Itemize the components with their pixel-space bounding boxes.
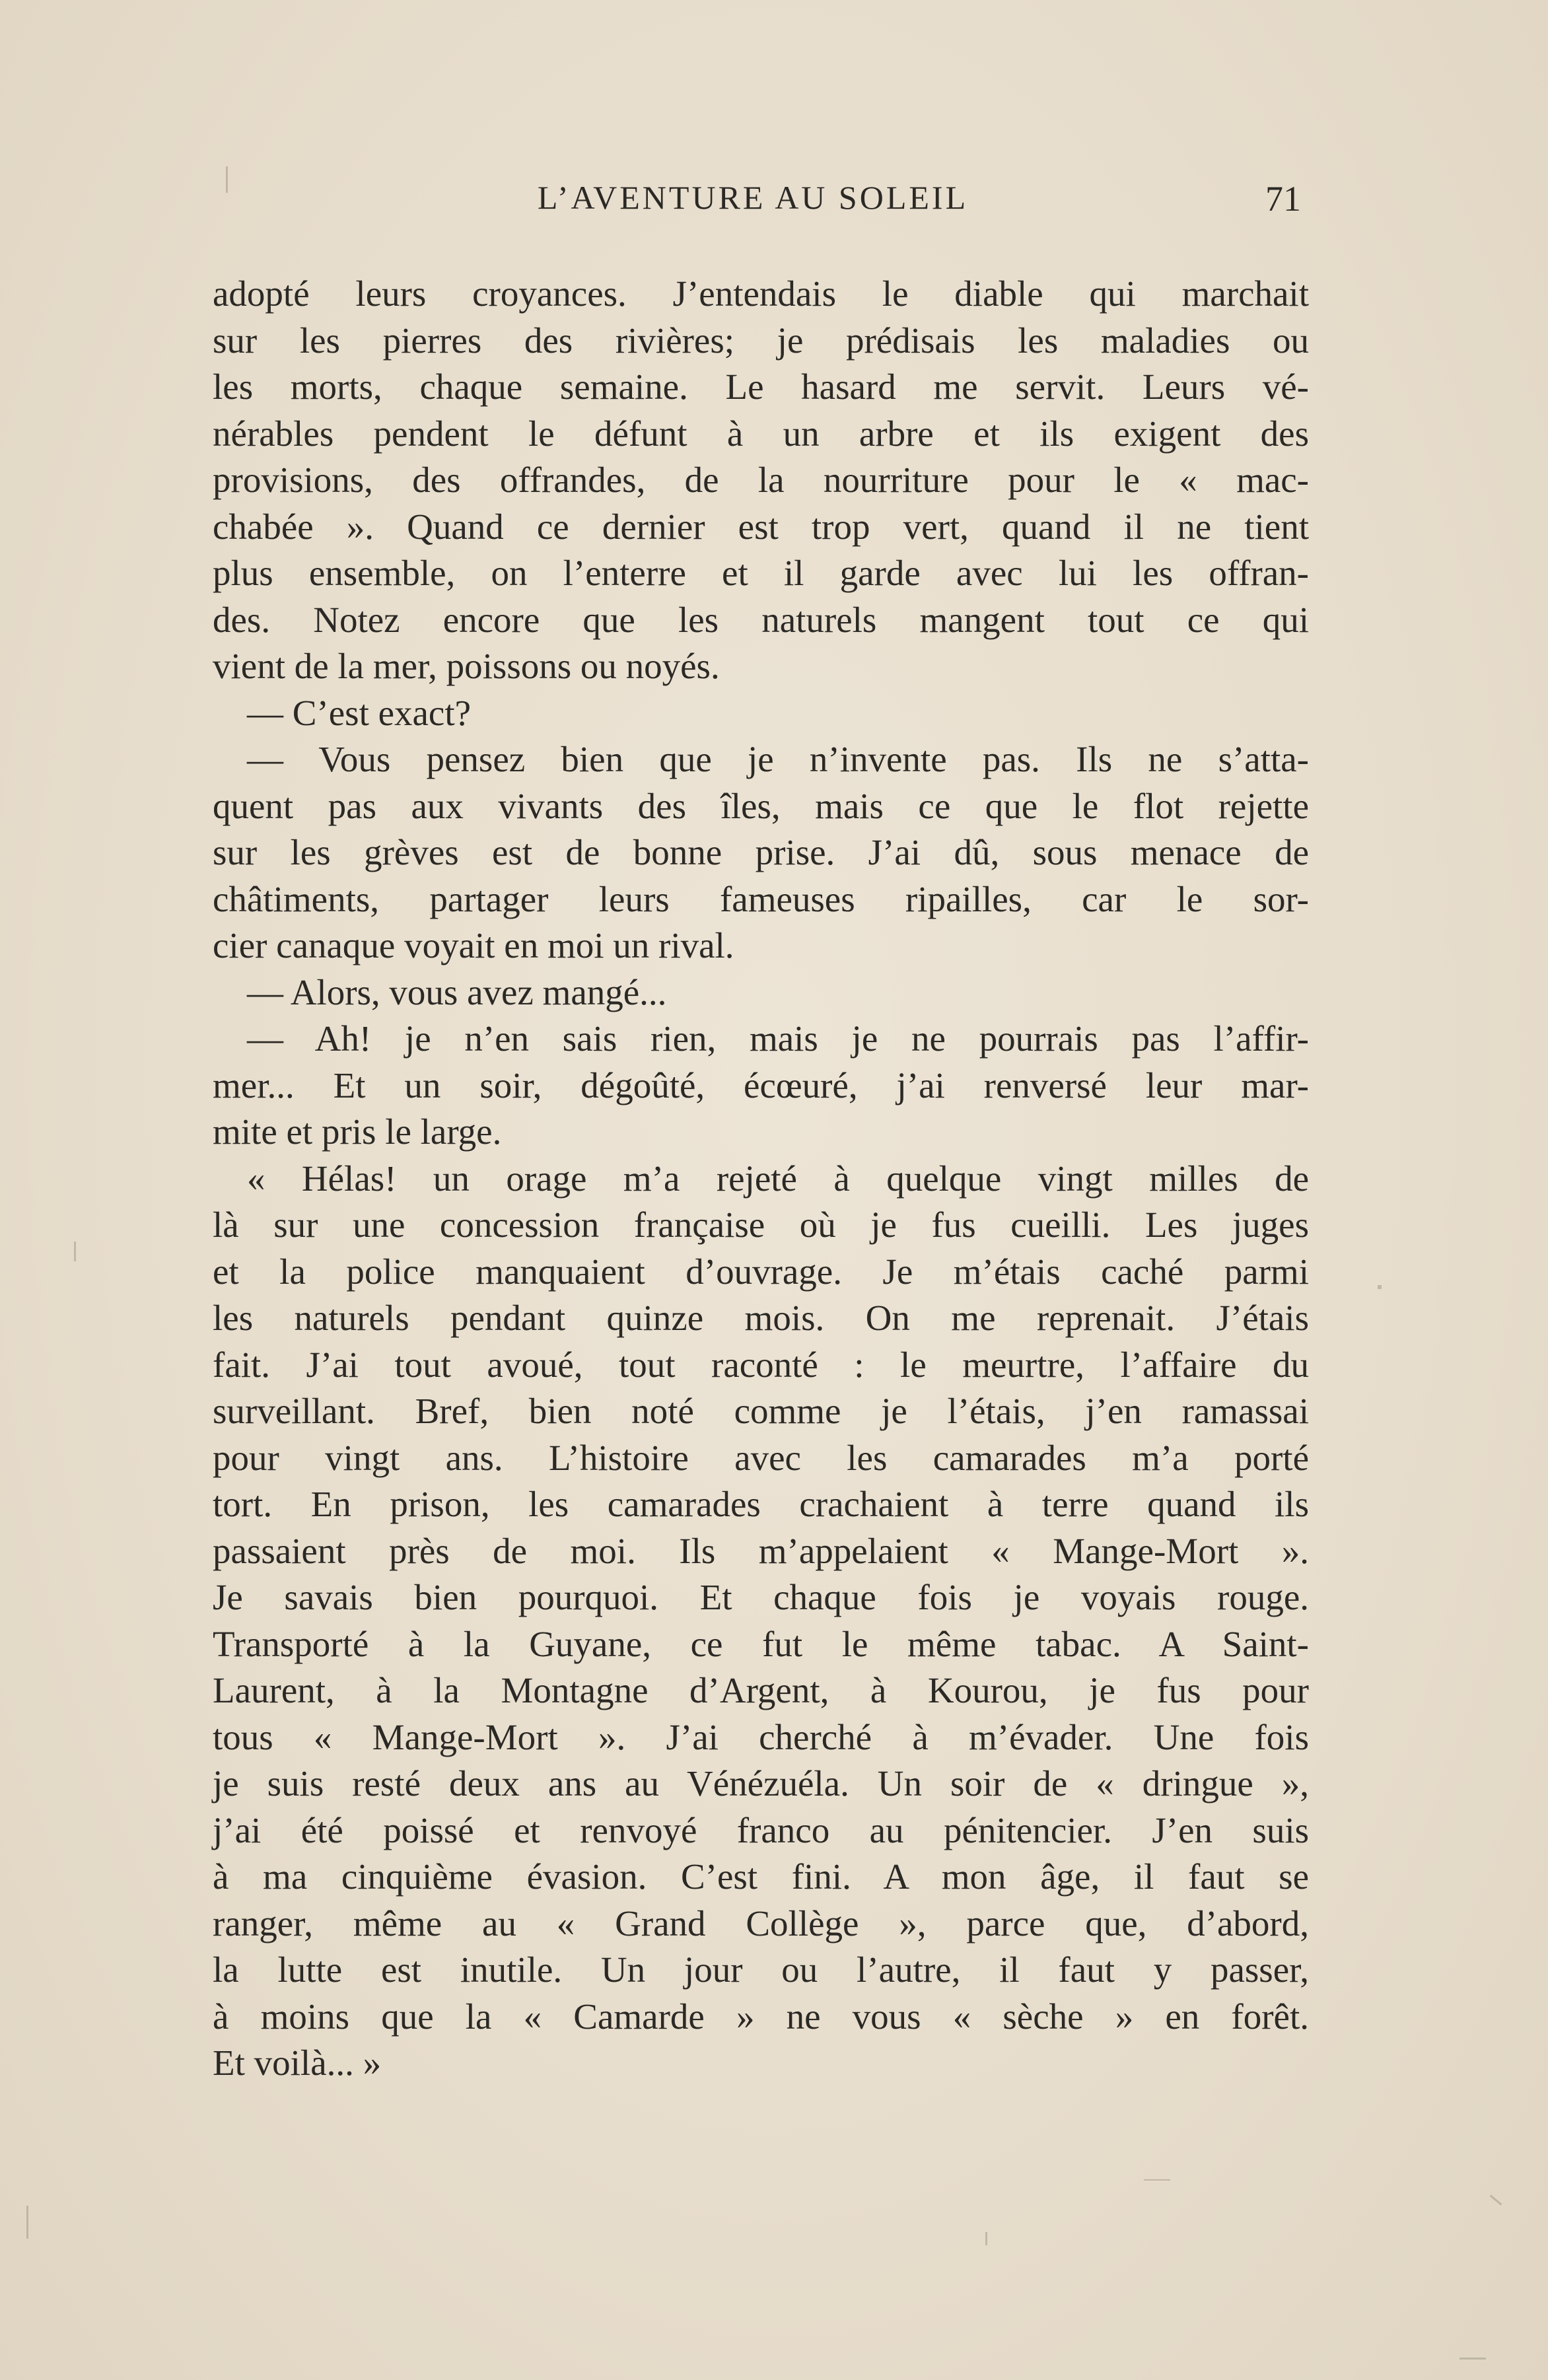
text-line: mer... Et un soir, dégoûté, écœuré, j’ai renversé leur mar-	[213, 1065, 1309, 1105]
text-line: mite et pris le large.	[213, 1111, 502, 1152]
paper-speck	[1490, 2194, 1502, 2205]
text-line: à moins que la « Camarde » ne vous « sèche » en forêt.	[213, 1996, 1309, 2037]
text-line: tort. En prison, les camarades crachaient à terre quand ils	[213, 1484, 1309, 1524]
text-line: « Hélas! un orage m’a rejeté à quelque vingt milles de	[247, 1158, 1309, 1199]
text-line: Laurent, à la Montagne d’Argent, à Kourou, je fus pour	[213, 1670, 1309, 1710]
text-line: Je savais bien pourquoi. Et chaque fois je voyais rouge.	[213, 1577, 1309, 1617]
text-line: — Ah! je n’en sais rien, mais je ne pourrais pas l’affir-	[247, 1018, 1309, 1059]
text-line: vient de la mer, poissons ou noyés.	[213, 646, 720, 686]
page-header	[205, 178, 1301, 231]
text-line: fait. J’ai tout avoué, tout raconté : le meurtre, l’affaire du	[213, 1344, 1309, 1385]
body-text	[213, 271, 1309, 2087]
text-line: nérables pendent le défunt à un arbre et ils exigent des	[213, 413, 1309, 454]
text-line: passaient près de moi. Ils m’appelaient « Mange-Mort ».	[213, 1530, 1309, 1571]
text-line: la lutte est inutile. Un jour ou l’autre, il faut y passer,	[213, 1949, 1309, 1990]
text-line: quent pas aux vivants des îles, mais ce que le flot rejette	[213, 785, 1309, 826]
text-line: les morts, chaque semaine. Le hasard me servit. Leurs vé-	[213, 367, 1309, 407]
text-line: là sur une concession française où je fus cueilli. Les juges	[213, 1205, 1309, 1245]
paper-speck	[1378, 1285, 1382, 1289]
text-line: cier canaque voyait en moi un rival.	[213, 925, 734, 965]
text-line: adopté leurs croyances. J’entendais le diable qui marchait	[213, 273, 1309, 314]
paper-speck	[1144, 2179, 1170, 2181]
text-line: Transporté à la Guyane, ce fut le même tabac. A Saint-	[213, 1623, 1309, 1664]
text-line: châtiments, partager leurs fameuses ripailles, car le sor-	[213, 878, 1309, 919]
text-line: Et voilà... »	[213, 2043, 382, 2083]
text-line: j’ai été poissé et renvoyé franco au pénitencier. J’en suis	[213, 1809, 1309, 1850]
text-line: provisions, des offrandes, de la nourriture pour le « mac-	[213, 460, 1309, 500]
text-line: à ma cinquième évasion. C’est fini. A mon âge, il faut se	[213, 1856, 1309, 1897]
paper-speck	[1460, 2358, 1486, 2360]
text-line: — C’est exact?	[247, 692, 472, 733]
page-number: 71	[1265, 179, 1301, 219]
text-line: et la police manquaient d’ouvrage. Je m’étais caché parmi	[213, 1251, 1309, 1292]
text-line: ranger, même au « Grand Collège », parce que, d’abord,	[213, 1903, 1309, 1943]
text-line: pour vingt ans. L’histoire avec les camarades m’a porté	[213, 1437, 1309, 1478]
text-line: je suis resté deux ans au Vénézuéla. Un soir de « dringue »,	[213, 1763, 1309, 1803]
text-line: tous « Mange-Mort ». J’ai cherché à m’évader. Une fois	[213, 1716, 1309, 1757]
paper-speck	[985, 2232, 987, 2245]
paper-speck	[74, 1242, 76, 1261]
paper-speck	[26, 2206, 28, 2239]
running-title: L’AVENTURE AU SOLEIL	[537, 179, 969, 216]
text-line: plus ensemble, on l’enterre et il garde avec lui les offran-	[213, 553, 1309, 593]
text-line: surveillant. Bref, bien noté comme je l’étais, j’en ramassai	[213, 1391, 1309, 1431]
text-line: des. Notez encore que les naturels mangent tout ce qui	[213, 599, 1309, 640]
text-line: sur les grèves est de bonne prise. J’ai dû, sous menace de	[213, 832, 1309, 872]
paper-speck	[226, 166, 228, 193]
text-line: chabée ». Quand ce dernier est trop vert, quand il ne tient	[213, 506, 1309, 547]
text-line: les naturels pendant quinze mois. On me reprenait. J’étais	[213, 1298, 1309, 1338]
text-line: — Alors, vous avez mangé...	[247, 971, 667, 1012]
text-line: sur les pierres des rivières; je prédisais les maladies ou	[213, 320, 1309, 361]
text-line: — Vous pensez bien que je n’invente pas. Ils ne s’atta-	[247, 739, 1309, 779]
